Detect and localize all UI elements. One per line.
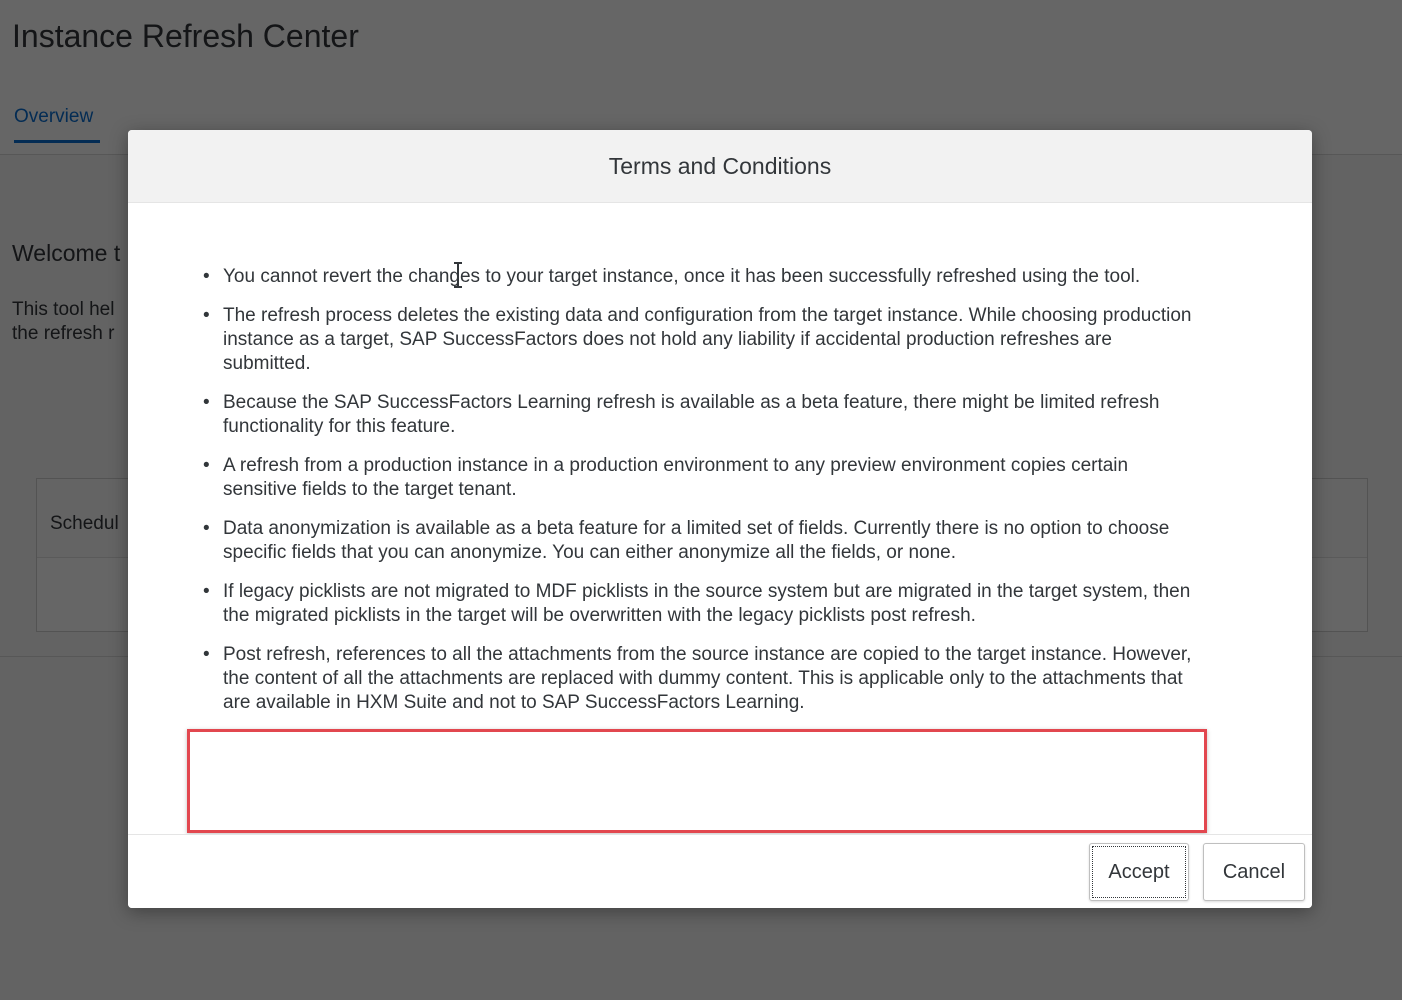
dialog-footer [128,834,1312,908]
dialog-header [128,130,1312,203]
term-item: • The refresh process deletes the existing data and configuration from the target instance. While choosing production instance as a target, SAP SuccessFactors does not hold any liability if accidental production refreshes are submitted. [223,304,1203,376]
terms-list [223,265,1203,730]
dialog-title: Terms and Conditions [608,152,832,179]
terms-dialog [128,130,1312,908]
dialog-body[interactable] [128,202,1312,834]
term-item: • Post refresh, references to all the attachments from the source instance are copied to the target instance. However, the content of all the attachments are replaced with dummy content. This is applicable only to the attachments that are available in HXM Suite and not to SAP SuccessFactors Learning. [223,643,1203,715]
term-item: • A refresh from a production instance in a production environment to any preview environment copies certain sensitive fields to the target tenant. [223,454,1203,502]
highlight-annotation-box [187,729,1207,833]
term-item: • Data anonymization is available as a beta feature for a limited set of fields. Currently there is no option to choose specific fields that you can anonymize. You can either anonymize all the fields, or none. [223,517,1203,565]
text-cursor-icon [452,262,464,288]
accept-button[interactable]: Accept [1089,843,1189,901]
cancel-button[interactable]: Cancel [1203,843,1305,901]
term-item: • You cannot revert the changes to your target instance, once it has been successfully refreshed using the tool. [223,265,1203,289]
term-item: • Because the SAP SuccessFactors Learning refresh is available as a beta feature, there might be limited refresh functionality for this feature. [223,391,1203,439]
term-item: • If legacy picklists are not migrated to MDF picklists in the source system but are migrated in the target system, then the migrated picklists in the target will be overwritten with the legacy picklists post refresh. [223,580,1203,628]
